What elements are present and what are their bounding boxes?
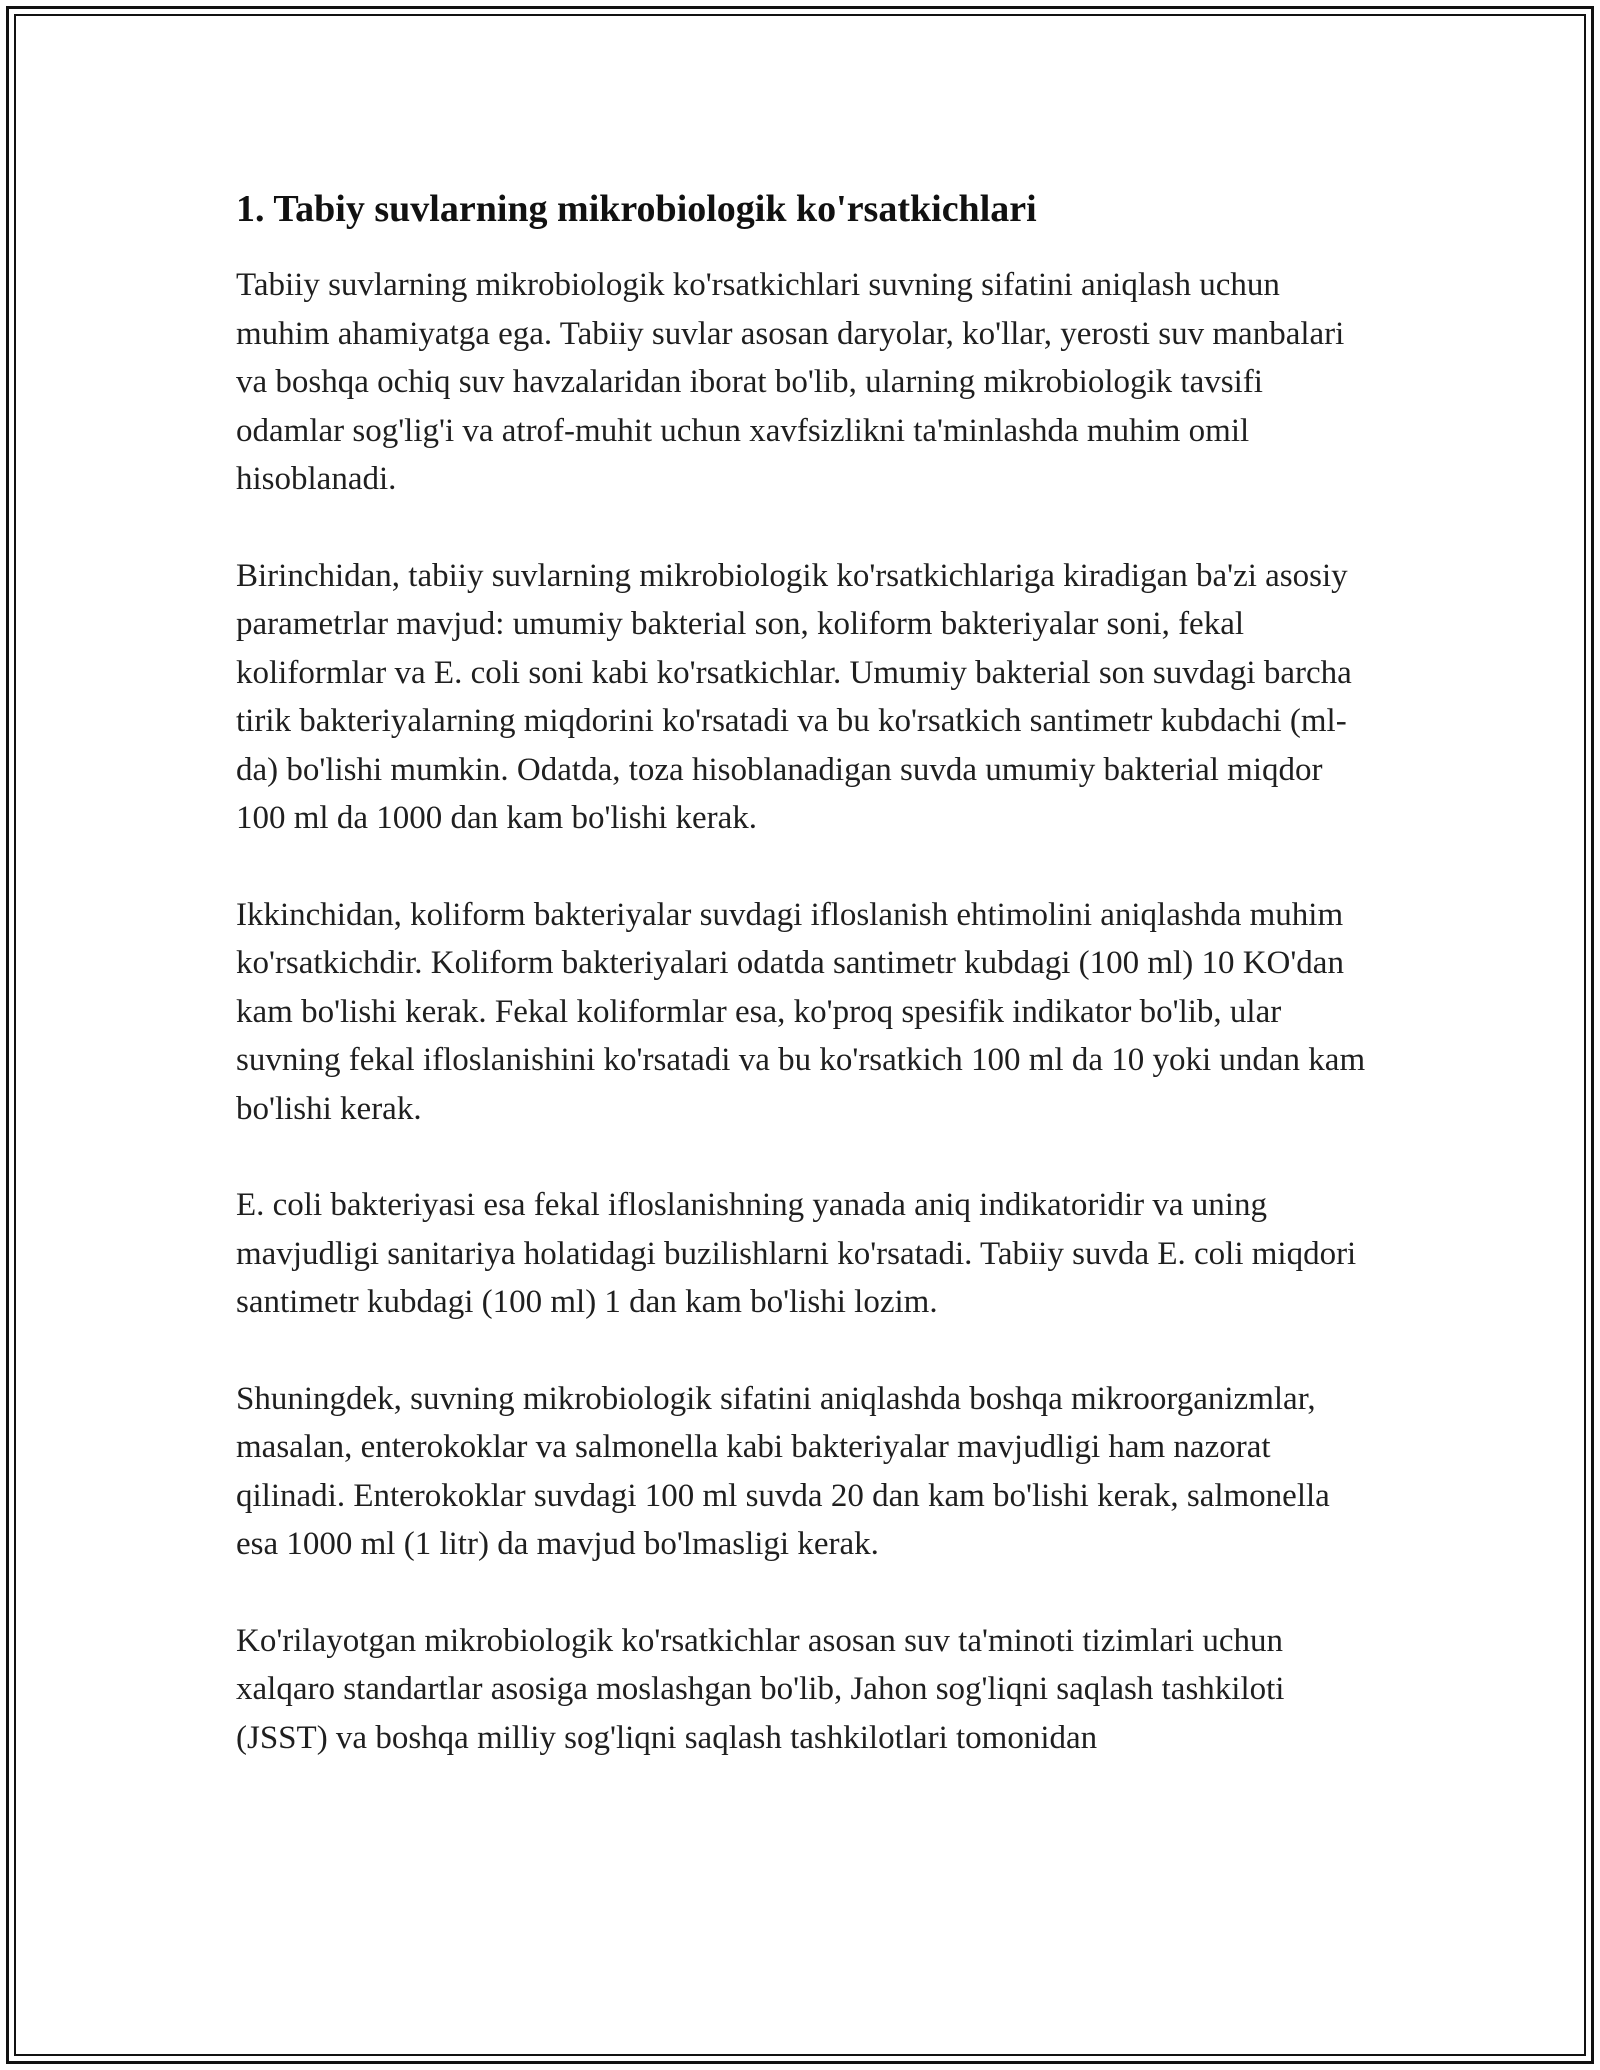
paragraph-e-coli: E. coli bakteriyasi esa fekal ifloslanishning yanada aniq indikatoridir va uning mavjudligi sanitariya holatidagi buzilishlarni ko'rsatadi. Tabiiy suvda E. coli miqdori santimetr kubdagi (100 ml) 1 dan kam bo'lishi lozim. <box>236 1187 1357 1320</box>
document-body <box>236 185 1370 1810</box>
paragraph-first-point: Birinchidan, tabiiy suvlarning mikrobiologik ko'rsatkichlariga kiradigan ba'zi asosiy parametrlar mavjud: umumiy bakterial son, koliform bakteriyalar soni, fekal koliformlar va E. coli soni kabi ko'rsatkichlar. Umumiy bakterial son suvdagi barcha tirik bakteriyalarning miqdorini ko'rsatadi va bu ko'rsatkich santimetr kubdachi (ml-da) bo'lishi mumkin. Odatda, toza hisoblanadigan suvda umumiy bakterial miqdor 100 ml da 1000 dan kam bo'lishi kerak. <box>236 557 1352 836</box>
paragraph-other-microorganisms: Shuningdek, suvning mikrobiologik sifatini aniqlashda boshqa mikroorganizmlar, masalan, enterokoklar va salmonella kabi bakteriyalar mavjudligi ham nazorat qilinadi. Enterokoklar suvdagi 100 ml suvda 20 dan kam bo'lishi kerak, salmonella esa 1000 ml (1 litr) da mavjud bo'lmasligi kerak. <box>236 1380 1330 1562</box>
paragraph-standards: Ko'rilayotgan mikrobiologik ko'rsatkichlar asosan suv ta'minoti tizimlari uchun xalqaro standartlar asosiga moslashgan bo'lib, Jahon sog'liqni saqlash tashkiloti (JSST) va boshqa milliy sog'liqni saqlash tashkilotlari tomonidan <box>236 1622 1285 1756</box>
section-title: 1. Tabiy suvlarning mikrobiologik ko'rsatkichlari <box>236 188 1037 230</box>
paragraph-second-point: Ikkinchidan, koliform bakteriyalar suvdagi ifloslanish ehtimolini aniqlashda muhim ko'rsatkichdir. Koliform bakteriyalari odatda santimetr kubdagi (100 ml) 10 KO'dan kam bo'lishi kerak. Fekal koliformlar esa, ko'proq spesifik indikator bo'lib, ular suvning fekal ifloslanishini ko'rsatadi va bu ko'rsatkich 100 ml da 10 yoki undan kam bo'lishi kerak. <box>236 896 1366 1127</box>
paragraph-intro: Tabiiy suvlarning mikrobiologik ko'rsatkichlari suvning sifatini aniqlash uchun muhim ahamiyatga ega. Tabiiy suvlar asosan daryolar, ko'llar, yerosti suv manbalari va boshqa ochiq suv havzalaridan iborat bo'lib, ularning mikrobiologik tavsifi odamlar sog'lig'i va atrof-muhit uchun xavfsizlikni ta'minlashda muhim omil hisoblanadi. <box>236 267 1345 497</box>
